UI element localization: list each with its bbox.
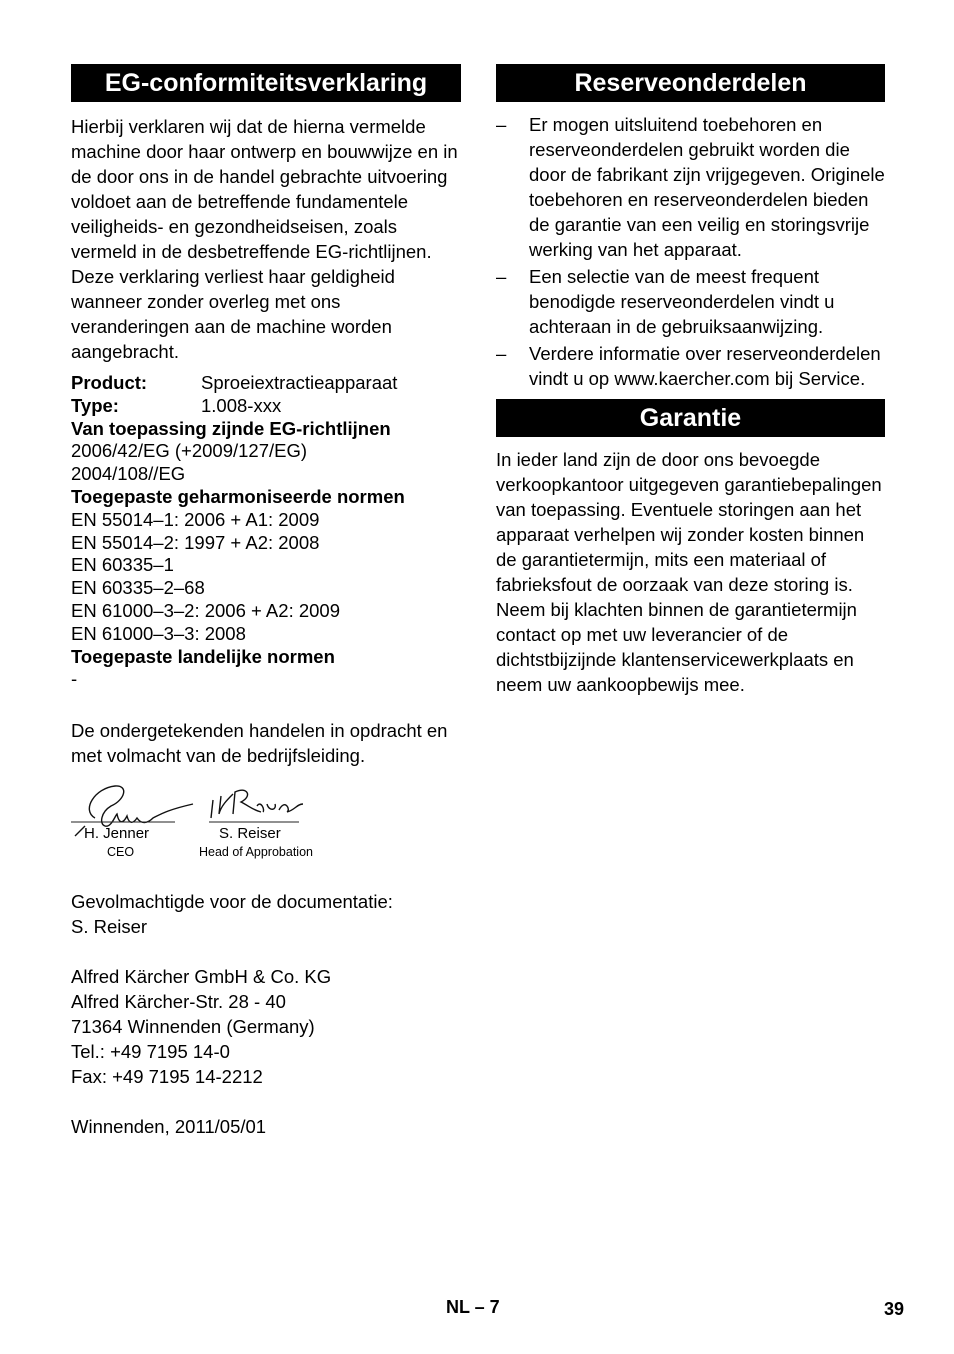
- address-line: Tel.: +49 7195 14-0: [71, 1041, 230, 1063]
- declaration-intro: Hierbij verklaren wij dat de hierna vermelde machine door haar ontwerp en bouwwijze en in de door ons in de handel gebrachte uitvoering voldoet aan de betreffende fundamentele veiligheids- en gezondheidseisen, zoals vermeld in de desbetreffende EG-richtlijnen. Deze verklaring verliest haar geldigheid wanneer zonder overleg met ons veranderingen aan de machine worden aangebracht.: [71, 116, 458, 362]
- address-line: 71364 Winnenden (Germany): [71, 1016, 315, 1038]
- directive-line: 2004/108//EG: [71, 463, 186, 485]
- page-number: 39: [884, 1299, 905, 1319]
- spare-parts-list: [496, 112, 885, 391]
- dash-bullet: –: [496, 266, 507, 287]
- warranty-heading: Garantie: [496, 399, 885, 437]
- dash-bullet: –: [496, 343, 507, 364]
- place-date: Winnenden, 2011/05/01: [71, 1116, 267, 1138]
- type-label: Type:: [71, 394, 119, 416]
- list-item-text: Er mogen uitsluitend toebehoren en reserveonderdelen gebruikt worden die door de fabrikant zijn vrijgegeven. Originele toebehoren en reserveonderdelen bieden de garantie van een veilig en storingsvrije werking van het apparaat.: [529, 114, 885, 260]
- signature-block: [71, 780, 461, 870]
- list-item: [496, 264, 885, 339]
- national-standards-heading: Toegepaste landelijke normen: [71, 645, 335, 667]
- standard-line: EN 60335–1: [71, 554, 174, 576]
- declaration-column: [71, 64, 461, 1139]
- declaration-heading: EG-conformiteitsverklaring: [71, 64, 461, 102]
- standard-line: EN 55014–1: 2006 + A1: 2009: [71, 508, 320, 530]
- signatory-name: S. Reiser: [219, 825, 281, 843]
- signatory-role: CEO: [107, 845, 135, 860]
- company-address: [71, 964, 461, 1089]
- documentation-label: Gevolmachtigde voor de documentatie:: [71, 891, 393, 913]
- list-item: [496, 112, 885, 262]
- standard-line: EN 55014–2: 1997 + A2: 2008: [71, 531, 320, 553]
- warranty-text: In ieder land zijn de door ons bevoegde verkoopkantoor uitgegeven garantiebepalingen van toepassing. Eventuele storingen aan het apparaat verhelpen wij zonder kosten binnen de garantietermijn, mits een materiaal of fabrieksfout de oorzaak van deze storing is. Neem bij klachten binnen de garantietermijn contact op met uw leverancier of de dichtstbijzijnde klantenservicewerkplaats en neem uw aankoopbewijs mee.: [496, 449, 882, 695]
- standard-line: EN 61000–3–2: 2006 + A2: 2009: [71, 599, 340, 621]
- spare-parts-column: [496, 64, 885, 697]
- product-label: Product:: [71, 372, 148, 393]
- list-item-text: Een selectie van de meest frequent benodigde reserveonderdelen vindt u achteraan in de gebruiksaanwijzing.: [529, 266, 835, 337]
- list-item-text: Verdere informatie over reserveonderdelen vindt u op www.kaercher.com bij Service.: [529, 343, 881, 389]
- standard-line: EN 61000–3–3: 2008: [71, 622, 246, 644]
- documentation-name: S. Reiser: [71, 916, 148, 938]
- spare-parts-heading: Reserveonderdelen: [496, 64, 885, 102]
- directive-line: 2006/42/EG (+2009/127/EG): [71, 440, 308, 462]
- product-spec: [71, 372, 461, 691]
- signatory-role: Head of Approbation: [199, 845, 313, 860]
- undersigned-text: De ondergetekenden handelen in opdracht en met volmacht van de bedrijfsleiding.: [71, 720, 448, 767]
- product-value: Sproeiextractieapparaat: [201, 372, 398, 393]
- national-standards-value: -: [71, 668, 78, 690]
- dash-bullet: –: [496, 114, 507, 135]
- footer-section-label: NL – 7: [446, 1297, 500, 1317]
- directives-heading: Van toepassing zijnde EG-richtlijnen: [71, 417, 391, 439]
- standards-heading: Toegepaste geharmoniseerde normen: [71, 485, 405, 507]
- address-line: Alfred Kärcher GmbH & Co. KG: [71, 966, 332, 988]
- list-item: [496, 341, 885, 391]
- address-line: Fax: +49 7195 14-2212: [71, 1066, 263, 1088]
- address-line: Alfred Kärcher-Str. 28 - 40: [71, 991, 286, 1013]
- standard-line: EN 60335–2–68: [71, 577, 205, 599]
- type-value: 1.008-xxx: [201, 394, 282, 416]
- signatory-name: H. Jenner: [84, 825, 150, 843]
